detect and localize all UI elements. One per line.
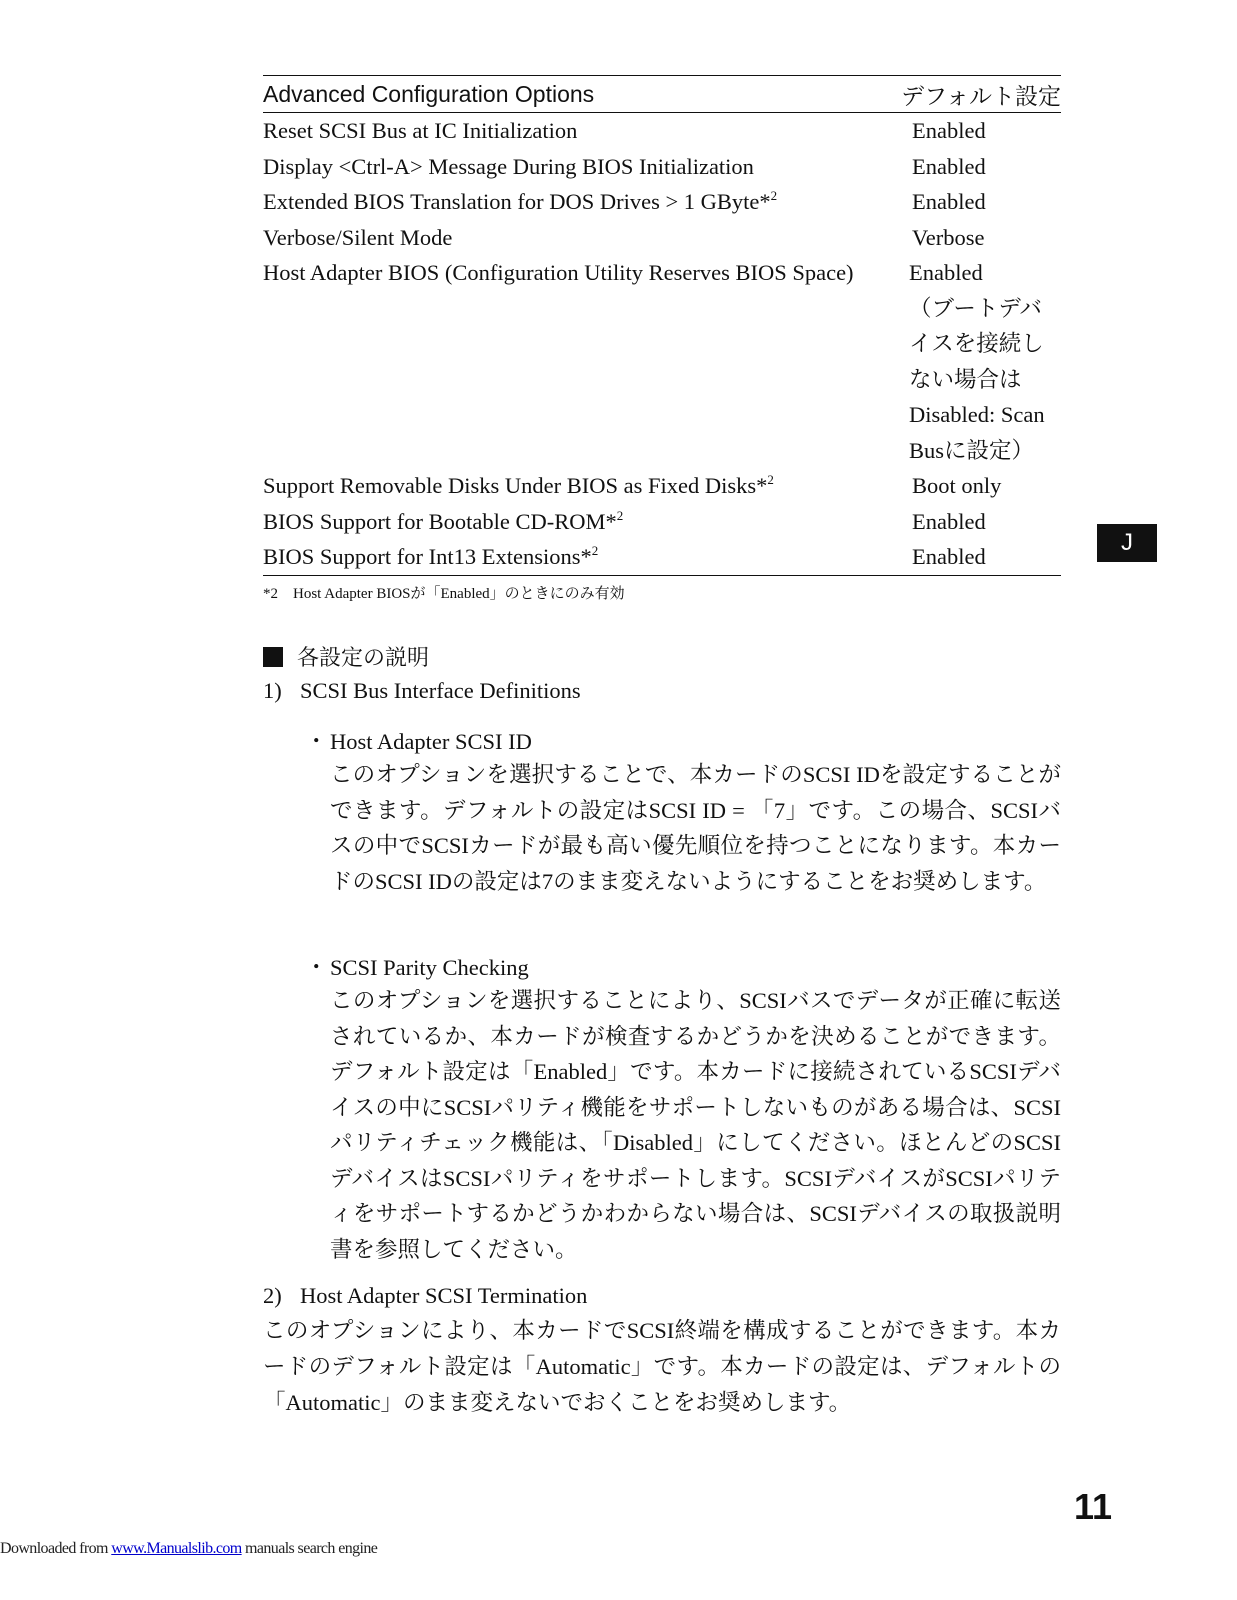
- default-value: [912, 539, 1061, 575]
- value-label: Enabled: [912, 189, 986, 214]
- table-header: [263, 75, 1061, 113]
- default-value: [912, 149, 1061, 185]
- value-label: Boot only: [912, 473, 1002, 498]
- option-name: [263, 220, 912, 256]
- value-label: Enabled: [912, 544, 986, 569]
- value-label: Enabled: [909, 260, 983, 285]
- default-value: [912, 113, 1061, 149]
- table-row: [263, 149, 1061, 185]
- option-label: Verbose/Silent Mode: [263, 224, 453, 250]
- table-row: [263, 468, 1061, 504]
- default-value: [912, 184, 1061, 220]
- default-value: [909, 255, 1061, 468]
- table-row: [263, 113, 1061, 149]
- default-value: [912, 220, 1061, 256]
- bullet-title: SCSI Parity Checking: [330, 955, 529, 980]
- default-value: [912, 504, 1061, 540]
- page-number: 11: [1074, 1486, 1113, 1527]
- option-name: [263, 113, 912, 149]
- bullet-text: このオプションを選択することで、本カードのSCSI IDを設定することができます。デフォルトの設定はSCSI ID = 「7」です。この場合、SCSIバスの中でSCSIカードが最も高い優先順位を持つことになります。本カードのSCSI IDの設定は7のまま変えないようにすることをお奨めします。: [330, 762, 1061, 894]
- config-options-table: [263, 75, 1061, 576]
- option-label: BIOS Support for Bootable CD-ROM*: [263, 508, 617, 534]
- option-label: BIOS Support for Int13 Extensions*: [263, 544, 592, 569]
- bullet-dot-icon: ・: [305, 729, 328, 754]
- item-2-heading: [263, 1283, 587, 1309]
- option-name: [263, 149, 912, 185]
- bullet-text: このオプションを選択することにより、SCSIバスでデータが正確に転送されているか、本カードが検査するかどうかを決めることができます。デフォルト設定は「Enabled」です。本カードに接続されているSCSIデバイスの中にSCSIパリティ機能をサポートしないものがある場合は、SCSIパリティチェック機能は、「Disabled」にしてください。ほとんどのSCSIデバイスはSCSIパリティをサポートします。SCSIデバイスがSCSIパリティをサポートするかどうかわからない場合は、SCSIデバイスの取扱説明書を参照してください。: [330, 988, 1061, 1262]
- section-heading: [263, 641, 429, 672]
- default-value: [912, 468, 1061, 504]
- section-title: 各設定の説明: [297, 646, 430, 671]
- manualslib-link[interactable]: www.Manualslib.com: [111, 1540, 242, 1557]
- item-2-text: このオプションにより、本カードでSCSI終端を構成することができます。本カードのデフォルト設定は「Automatic」です。本カードの設定は、デフォルトの「Automatic」のまま変えないでおくことをお奨めします。: [263, 1318, 1061, 1415]
- option-name: [263, 255, 909, 468]
- item-title: Host Adapter SCSI Termination: [300, 1283, 588, 1308]
- footnote-ref: 2: [616, 507, 624, 523]
- footer-suffix: manuals search engine: [241, 1540, 378, 1557]
- header-option: Advanced Configuration Options: [263, 80, 595, 107]
- value-label: Enabled: [912, 118, 986, 143]
- square-bullet-icon: [263, 647, 283, 667]
- footnote: *2 Host Adapter BIOSが「Enabled」のときにのみ有効: [263, 586, 625, 602]
- value-label: Verbose: [912, 224, 985, 250]
- option-name: [263, 184, 912, 220]
- item-number: 2): [263, 1283, 282, 1308]
- value-note: （ブートデバイスを接続しない場合はDisabled: Scan Busに設定）: [909, 295, 1045, 463]
- table-bottom-rule: [263, 575, 1061, 576]
- footer-prefix: Downloaded from: [0, 1540, 112, 1557]
- bullet-heading: [305, 953, 1065, 983]
- footnote-ref: 2: [770, 188, 778, 203]
- footnote-ref: 2: [767, 472, 774, 487]
- option-label: Host Adapter BIOS (Configuration Utility Reserves BIOS Space): [263, 260, 854, 285]
- bullet-title: Host Adapter SCSI ID: [330, 729, 532, 754]
- table-row: [263, 255, 1061, 468]
- item-title: SCSI Bus Interface Definitions: [300, 678, 581, 703]
- option-label: Extended BIOS Translation for DOS Drives > 1 GByte*: [263, 189, 771, 214]
- option-name: [263, 504, 912, 540]
- bullet-dot-icon: ・: [305, 955, 328, 980]
- footnote-ref: 2: [591, 543, 599, 558]
- header-default: デフォルト設定: [901, 82, 1061, 109]
- option-label: Support Removable Disks Under BIOS as Fixed Disks*: [263, 473, 768, 498]
- bullet-heading: [305, 727, 1065, 757]
- value-label: Enabled: [912, 153, 986, 179]
- option-name: [263, 468, 912, 504]
- option-label: Reset SCSI Bus at IC Initialization: [263, 118, 578, 143]
- table-row: [263, 220, 1061, 256]
- table-row: [263, 504, 1061, 540]
- table-row: [263, 184, 1061, 220]
- option-name: [263, 539, 912, 575]
- download-footer: [0, 1540, 377, 1558]
- item-1-heading: [263, 678, 581, 704]
- language-tab: J: [1097, 524, 1157, 562]
- table-body: [263, 113, 1061, 575]
- option-label: Display <Ctrl-A> Message During BIOS Initialization: [263, 153, 754, 179]
- value-label: Enabled: [912, 508, 986, 534]
- table-row: [263, 539, 1061, 575]
- item-number: 1): [263, 678, 282, 703]
- bullet-host-adapter-scsi-id: [305, 727, 1065, 899]
- bullet-scsi-parity-checking: [305, 953, 1065, 1267]
